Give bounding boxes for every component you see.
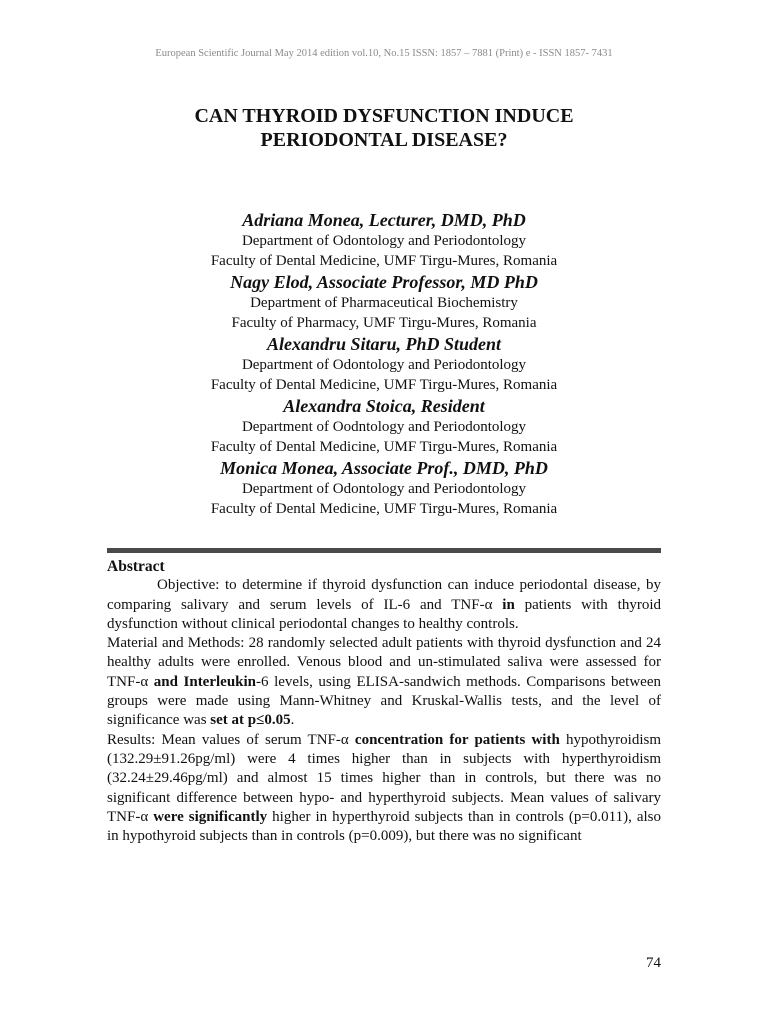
author-department: Department of Oodntology and Periodontology [241,419,527,435]
running-header: European Scientific Journal May 2014 edition vol.10, No.15 ISSN: 1857 – 7881 (Print) e - ISSN 1857- 7431 [155,48,613,59]
bold-run: set at p≤0.05 [210,712,291,729]
author-department: Department of Pharmaceutical Biochemistry [250,295,518,311]
author-name: Monica Monea, Associate Prof., DMD, PhD [220,458,548,478]
abstract-objective [107,576,661,634]
author-name: Nagy Elod, Associate Professor, MD PhD [230,272,538,292]
abstract-heading: Abstract [107,558,165,575]
text-run: . [290,712,295,729]
author-department: Department of Odontology and Periodontology [241,357,527,373]
title-line-1: CAN THYROID DYSFUNCTION INDUCE [194,105,574,127]
text-run: hypothyroidism (132.29±91.26pg/ml) were 4 times higher than in subjects with hyperthyroidism (32.24±29.46pg/ml) and almost 15 times higher than in controls, but there was no significant difference between hypo- and hyperthyroid subjects. Mean values of salivary TNF-α [107,731,661,825]
author-department: Department of Odontology and Periodontology [241,233,527,249]
text-run: Results: Mean values of serum TNF-α [107,731,355,748]
text-run: patients with thyroid dysfunction without clinical periodontal changes to healthy controls. [107,596,661,632]
bold-run: in [502,596,515,613]
abstract-section [107,557,661,846]
author-faculty: Faculty of Dental Medicine, UMF Tirgu-Mures, Romania [210,438,558,455]
section-divider [107,548,661,553]
author-name: Adriana Monea, Lecturer, DMD, PhD [242,210,526,230]
paper-title [0,104,768,152]
text-run: higher in hyperthyroid subjects than in controls (p=0.011), also in hypothyroid subjects than in controls (p=0.009), but there was no significant [107,808,661,845]
author-faculty: Faculty of Dental Medicine, UMF Tirgu-Mures, Romania [210,376,558,393]
bold-run: were significantly [153,808,268,825]
author-block [0,395,768,457]
author-name: Alexandra Stoica, Resident [283,396,485,416]
text-run: -6 levels, using ELISA-sandwich methods. Comparisons between groups were made using Mann-Whitney and Kruskal-Wallis tests, and the level of significance was [107,673,661,729]
author-list [0,209,768,519]
author-name: Alexandru Sitaru, PhD Student [266,334,502,354]
author-block [0,271,768,333]
author-department: Department of Odontology and Periodontology [241,481,527,497]
author-faculty: Faculty of Pharmacy, UMF Tirgu-Mures, Romania [231,314,537,331]
bold-run: concentration for patients with [354,731,560,748]
abstract-results [107,731,661,847]
text-run: Objective: to determine if thyroid dysfunction can induce periodontal disease, by comparing salivary and serum levels of IL-6 and TNF-α [107,577,661,613]
page-number: 74 [646,955,661,971]
text-run: Material and Methods: 28 randomly selected adult patients with thyroid dysfunction and 24 healthy adults were enrolled. Venous blood and un-stimulated saliva were assessed for TNF-α [107,635,661,690]
author-faculty: Faculty of Dental Medicine, UMF Tirgu-Mures, Romania [210,252,558,269]
abstract-methods [107,634,661,730]
author-faculty: Faculty of Dental Medicine, UMF Tirgu-Mures, Romania [210,500,558,517]
author-block [0,457,768,519]
bold-run: and Interleukin [153,673,257,690]
author-block [0,209,768,271]
title-line-2: PERIODONTAL DISEASE? [260,129,508,151]
author-block [0,333,768,395]
